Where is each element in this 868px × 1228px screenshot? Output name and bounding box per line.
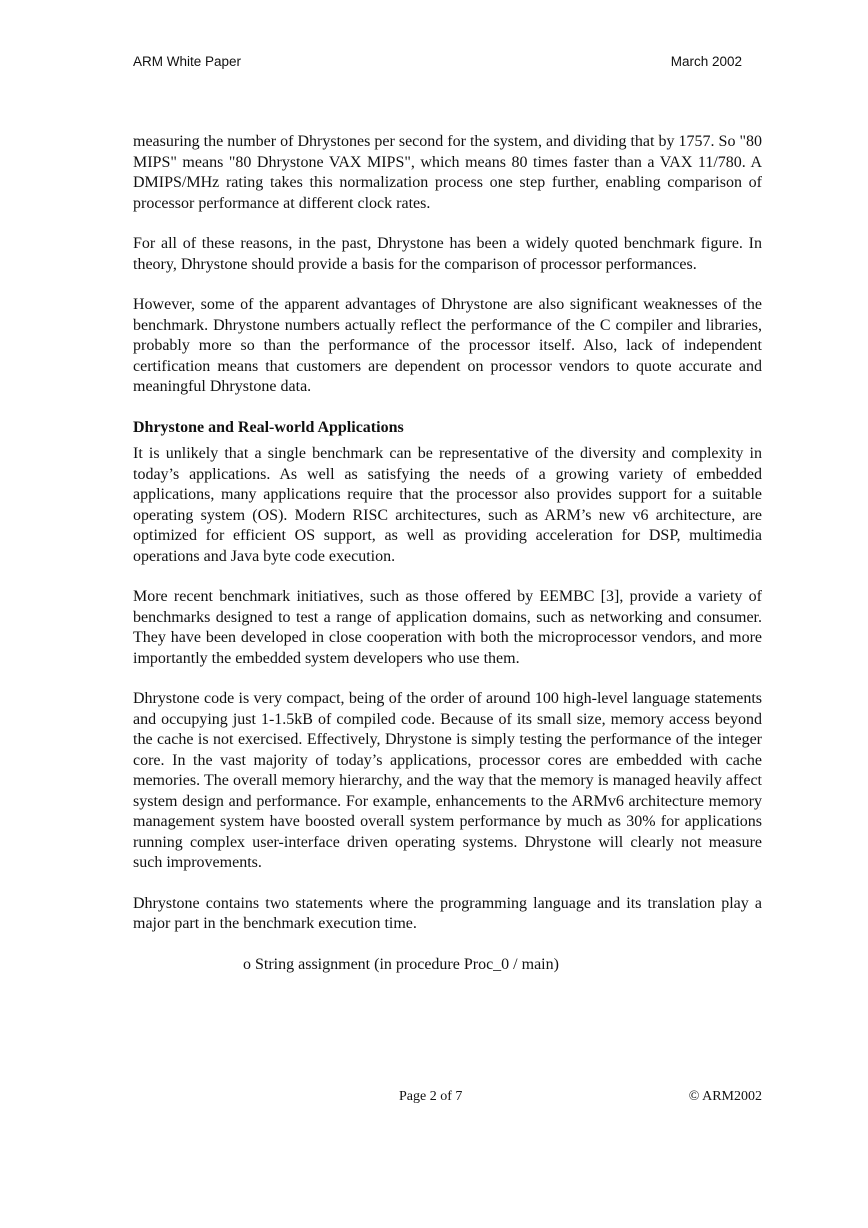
paragraph-2: For all of these reasons, in the past, Dhrystone has been a widely quoted benchmark figure. In theory, Dhrystone should provide a basis for the comparison of processor performances.: [133, 235, 762, 273]
page-body: [133, 132, 762, 975]
copyright-notice: © ARM2002: [688, 1089, 762, 1104]
paragraph-1: measuring the number of Dhrystones per second for the system, and dividing that by 1757. So "80 MIPS" means "80 Dhrystone VAX MIPS", which means 80 times faster than a VAX 11/780. A DMIPS/MHz rating takes this normalization process one step further, enabling comparison of processor performance at different clock rates.: [133, 133, 762, 212]
paragraph-3: However, some of the apparent advantages of Dhrystone are also significant weaknesses of the benchmark. Dhrystone numbers actually reflect the performance of the C compiler and libraries, probably more so than the performance of the processor itself. Also, lack of independent certification means that customers are dependent on processor vendors to quote accurate and meaningful Dhrystone data.: [133, 296, 762, 395]
bullet-item: o String assignment (in procedure Proc_0 / main): [243, 955, 559, 973]
page-number: Page 2 of 7: [399, 1089, 463, 1104]
header-title: ARM White Paper: [133, 54, 242, 69]
section-heading: Dhrystone and Real-world Applications: [133, 418, 404, 436]
paragraph-7: Dhrystone contains two statements where the programming language and its translation play a major part in the benchmark execution time.: [133, 894, 762, 932]
paragraph-6: Dhrystone code is very compact, being of the order of around 100 high-level language statements and occupying just 1-1.5kB of compiled code. Because of its small size, memory access beyond the cache is not exercised. Effectively, Dhrystone is simply testing the performance of the integer core. In the vast majority of today’s applications, processor cores are embedded with cache memories. The overall memory hierarchy, and the way that the memory is managed heavily affect system design and performance. For example, enhancements to the ARMv6 architecture memory management system have boosted overall system performance by much as 30% for applications running complex user-interface driven operating systems. Dhrystone will clearly not measure such improvements.: [133, 690, 762, 871]
paragraph-4: It is unlikely that a single benchmark can be representative of the diversity and complexity in today’s applications. As well as satisfying the needs of a growing variety of embedded applications, many applications require that the processor also provides support for a suitable operating system (OS). Modern RISC architectures, such as ARM’s new v6 architecture, are optimized for efficient OS support, as well as providing acceleration for DSP, multimedia operations and Java byte code execution.: [133, 445, 762, 565]
paragraph-5: More recent benchmark initiatives, such as those offered by EEMBC [3], provide a variety of benchmarks designed to test a range of application domains, such as networking and consumer. They have been developed in close cooperation with both the microprocessor vendors, and more importantly the embedded system developers who use them.: [133, 588, 762, 667]
header-date: March 2002: [670, 54, 742, 69]
